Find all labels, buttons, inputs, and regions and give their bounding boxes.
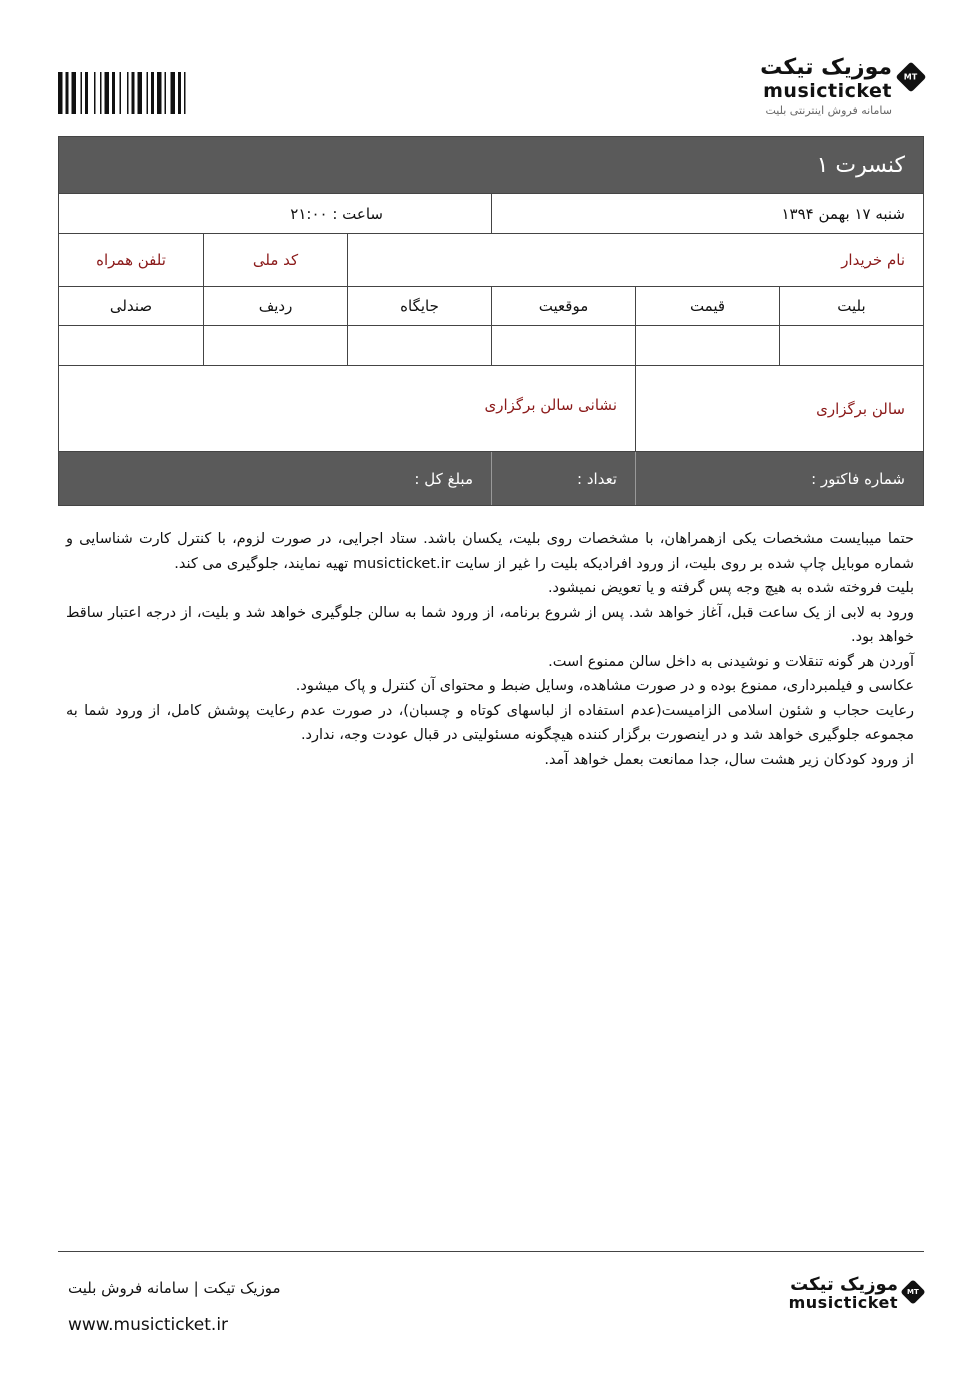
- val-position: [491, 326, 635, 365]
- logo-english-text: musicticket: [763, 80, 892, 102]
- val-ticket: [779, 326, 923, 365]
- badge-text: MT: [907, 1288, 919, 1296]
- count-label: تعداد :: [491, 452, 635, 505]
- note-paragraph: ورود به لابی از یک ساعت قبل، آغاز خواهد شد. پس از شروع برنامه، از ورود شما به سالن جلوگیری خواهد شد و بلیت، از درجه اعتبار ساقط خواهد بود.: [66, 604, 914, 645]
- col-price: قیمت: [635, 287, 779, 325]
- venue-row: [59, 366, 923, 452]
- val-section: [347, 326, 491, 365]
- ticket-badge-icon: [900, 1279, 925, 1304]
- total-label: مبلغ کل :: [414, 469, 473, 488]
- barcode-icon: [58, 72, 220, 114]
- national-id-label: کد ملی: [203, 234, 347, 286]
- logo-persian-text: موزیک تیکت: [760, 55, 892, 80]
- invoice-row: [59, 452, 923, 505]
- event-date: شنبه ۱۷ بهمن ۱۳۹۴: [491, 194, 923, 233]
- event-title: کنسرت ۱: [816, 152, 905, 178]
- seat-header-row: [59, 287, 923, 326]
- col-section: جایگاه: [347, 287, 491, 325]
- buyer-row: [59, 234, 923, 287]
- logo-persian-text: موزیک تیکت: [790, 1274, 898, 1295]
- note-paragraph: حتما میبایست مشخصات یکی ازهمراهان، با مشخصات روی بلیت، یکسان باشد. ستاد اجرایی، در صورت لزوم، با کنترل کارت شناسایی و شماره موبایل چاپ شده بر روی بلیت، از ورود افرادیکه بلیت را غیر از سایت musicticket.ir تهیه نمایند، جلوگیری می کند.: [66, 531, 914, 572]
- note-paragraph: بلیت فروخته شده به هیچ وجه پس گرفته و یا تعویض نمیشود.: [547, 580, 914, 596]
- date-time-row: [59, 194, 923, 234]
- col-position: موقعیت: [491, 287, 635, 325]
- col-row: ردیف: [203, 287, 347, 325]
- venue-address-label: نشانی سالن برگزاری: [484, 396, 617, 414]
- invoice-label: شماره فاکتور :: [635, 452, 923, 505]
- ticket-badge-icon: [895, 61, 926, 92]
- col-ticket: بلیت: [779, 287, 923, 325]
- footer-logo: [789, 1275, 922, 1312]
- brand-logo: [760, 56, 922, 120]
- footer-brand-name: موزیک تیکت | سامانه فروش بلیت: [68, 1279, 281, 1297]
- ticket-table: [58, 136, 924, 506]
- ticket-title-row: [59, 137, 923, 194]
- venue-label: سالن برگزاری: [635, 366, 923, 451]
- footer-url: www.musicticket.ir: [68, 1315, 229, 1335]
- val-price: [635, 326, 779, 365]
- mobile-label: تلفن همراه: [96, 251, 166, 269]
- col-seat: صندلی: [109, 297, 153, 315]
- footer-divider: [58, 1251, 924, 1252]
- seat-value-row: [59, 326, 923, 366]
- logo-english-text: musicticket: [788, 1293, 898, 1312]
- note-paragraph: عکاسی و فیلمبرداری، ممنوع بوده و در صورت مشاهده، وسایل ضبط و محتوای آن کنترل و پاک میشود.: [295, 678, 914, 694]
- buyer-name-label: نام خریدار: [347, 234, 923, 286]
- val-seat: [59, 326, 203, 365]
- terms-text: [66, 527, 914, 772]
- event-time: ساعت : ۲۱:۰۰: [290, 204, 383, 223]
- val-row: [203, 326, 347, 365]
- note-paragraph: رعایت حجاب و شئون اسلامی الزامیست(عدم استفاده از لباسهای کوتاه و چسبان)، در صورت عدم رعایت پوشش کامل، از ورود شما به مجموعه جلوگیری خواهد شد و در اینصورت برگزار کننده هیچگونه مسئولیتی در قبال عودت وجه، ندارد.: [66, 702, 914, 743]
- note-paragraph: از ورود کودکان زیر هشت سال، جدا ممانعت بعمل خواهد آمد.: [544, 751, 914, 768]
- badge-text: MT: [904, 72, 918, 82]
- logo-tagline: سامانه فروش اینترنتی بلیت: [765, 104, 892, 117]
- note-paragraph: آوردن هر گونه تنقلات و نوشیدنی به داخل سالن ممنوع است.: [548, 653, 914, 670]
